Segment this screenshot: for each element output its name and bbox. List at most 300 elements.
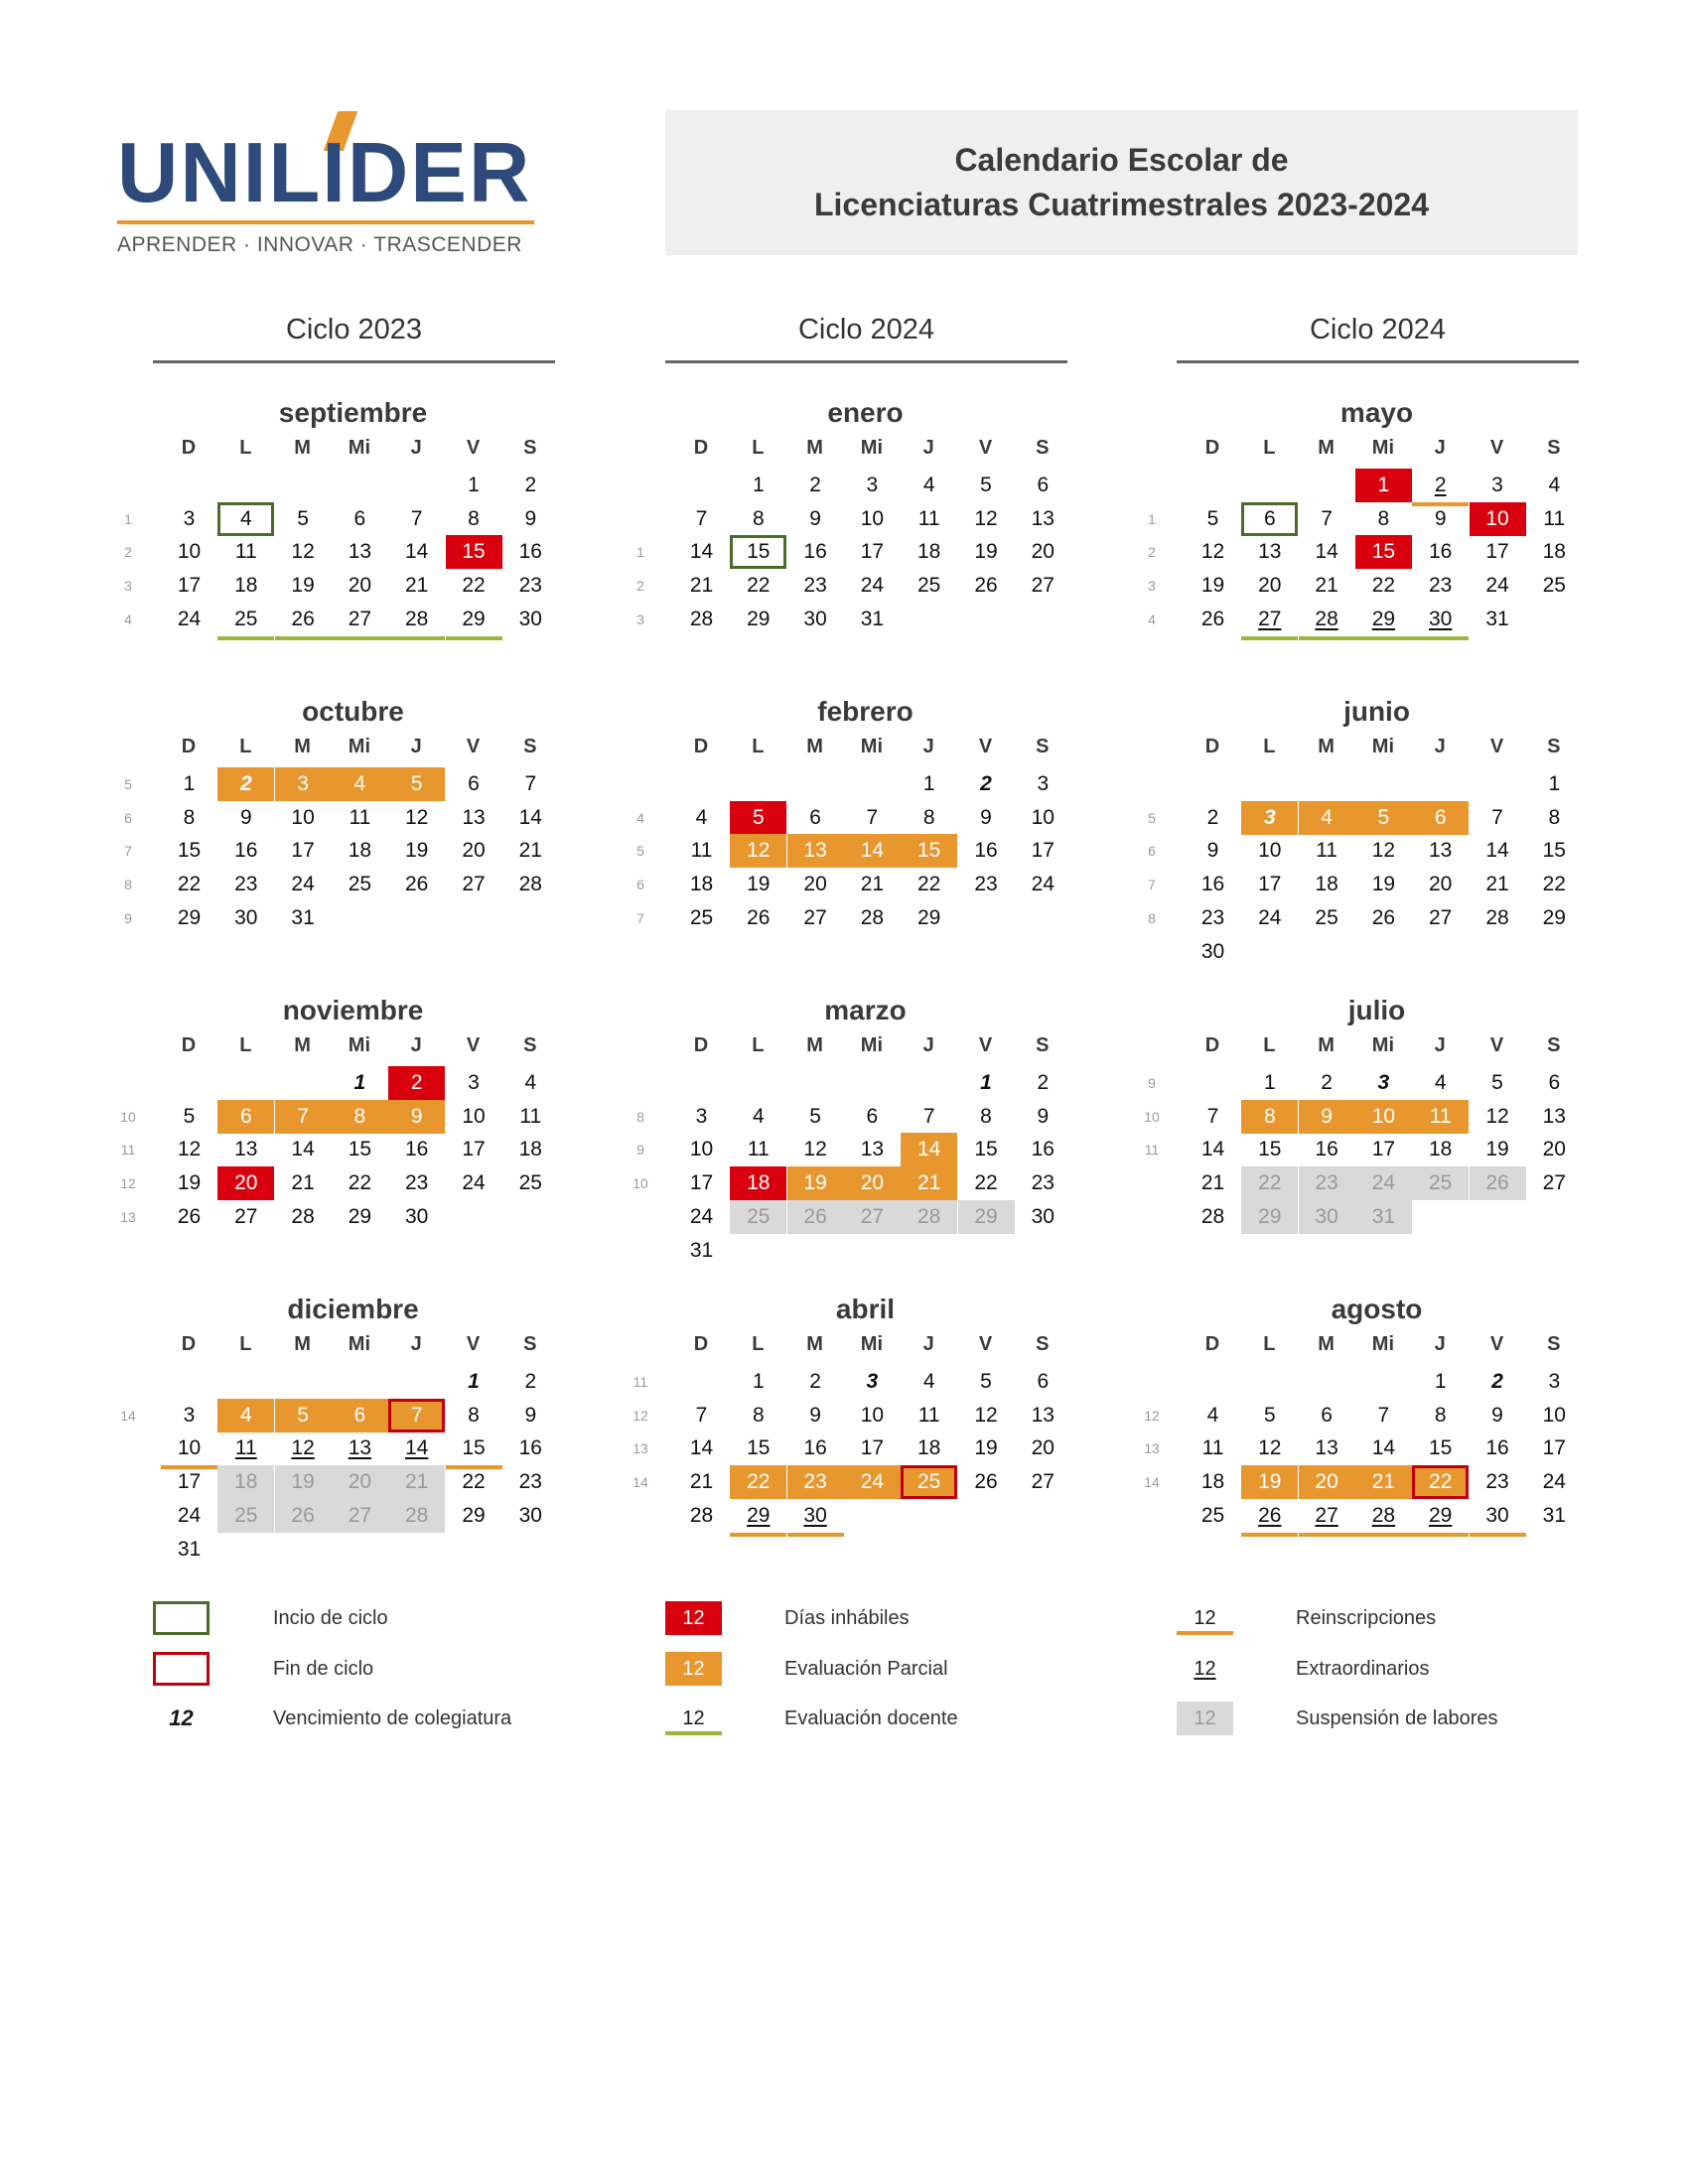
day-cell: 31 (1485, 607, 1509, 630)
day-cell: 17 (860, 1436, 885, 1460)
day-cell: 3 (1037, 772, 1050, 795)
day-cell: 19 (974, 1436, 998, 1460)
day-cell: 26 (1371, 905, 1396, 929)
day-cell: 22 (730, 1465, 786, 1499)
day-cell: 20 (332, 1465, 388, 1499)
weekday-header: L (239, 1034, 252, 1056)
day-cell: 13 (332, 1432, 388, 1465)
day-cell: 30 (405, 1204, 429, 1228)
day-cell: 2 (217, 767, 274, 801)
day-cell: 18 (730, 1166, 786, 1200)
day-cell: 5 (980, 474, 992, 496)
legend-label: Reinscripciones (1296, 1607, 1437, 1629)
weekday-header: J (410, 736, 422, 757)
day-cell: 28 (689, 1503, 714, 1527)
day-cell: 26 (1470, 1166, 1526, 1200)
day-cell: 21 (388, 1465, 445, 1499)
weekday-header: V (1489, 437, 1504, 459)
day-cell: 14 (291, 1138, 315, 1161)
day-cell: 10 (1258, 839, 1282, 863)
day-cell: 13 (1031, 1403, 1055, 1427)
day-cell: 11 (917, 506, 940, 530)
day-cell: 28 (388, 1499, 445, 1533)
legend-label: Evaluación Parcial (784, 1658, 948, 1680)
day-cell: 19 (1241, 1465, 1298, 1499)
day-cell: 2 (980, 772, 992, 795)
logo-tagline: APRENDER · INNOVAR · TRASCENDER (117, 233, 522, 256)
day-cell: 15 (730, 535, 786, 569)
day-cell: 10 (177, 540, 202, 564)
day-cell: 26 (787, 1200, 844, 1234)
day-cell: 1 (752, 474, 765, 496)
day-cell: 14 (689, 540, 714, 564)
weekday-header: S (523, 736, 537, 757)
day-cell: 21 (1485, 873, 1509, 896)
day-cell: 12 (1371, 839, 1396, 863)
day-cell: 11 (690, 839, 713, 863)
day-cell: 31 (1542, 1503, 1566, 1527)
day-cell: 2 (524, 1370, 537, 1393)
week-number: 1 (636, 544, 644, 561)
day-cell: 10 (1031, 805, 1055, 829)
legend-label: Extraordinarios (1296, 1658, 1430, 1680)
legend-label: Vencimiento de colegiatura (273, 1707, 512, 1729)
day-cell: 3 (468, 1071, 480, 1094)
weekday-header: V (978, 437, 993, 459)
day-cell: 10 (1355, 1100, 1412, 1134)
day-cell: 11 (1316, 839, 1337, 863)
day-cell: 8 (1241, 1100, 1298, 1134)
day-cell: 26 (177, 1204, 202, 1228)
day-cell: 26 (974, 574, 998, 598)
week-number: 5 (636, 843, 644, 860)
day-cell: 31 (689, 1238, 714, 1262)
day-cell: 13 (1315, 1436, 1338, 1460)
week-number: 13 (1144, 1440, 1160, 1457)
weekday-header: V (1489, 736, 1504, 757)
day-cell: 5 (1206, 506, 1219, 530)
day-cell: 13 (234, 1138, 258, 1161)
weekday-header: D (693, 1333, 709, 1355)
day-cell: 14 (1371, 1436, 1396, 1460)
day-cell: 7 (1377, 1403, 1390, 1427)
day-cell: 7 (695, 1403, 708, 1427)
day-cell: 6 (1412, 801, 1469, 835)
day-cell: 21 (1315, 574, 1338, 598)
week-number: 12 (120, 1175, 136, 1192)
week-number: 10 (120, 1108, 136, 1125)
day-cell: 4 (332, 767, 388, 801)
day-cell: 4 (524, 1071, 537, 1094)
day-cell: 12 (1485, 1104, 1509, 1128)
day-cell: 22 (348, 1171, 372, 1195)
day-cell: 25 (1200, 1503, 1225, 1527)
day-cell: 1 (468, 1370, 480, 1393)
day-cell: 19 (275, 1465, 332, 1499)
weekday-header: Mi (348, 437, 370, 459)
day-cell: 12 (730, 834, 786, 868)
day-cell: 14 (1200, 1138, 1225, 1161)
weekday-header: V (466, 1034, 481, 1056)
day-cell: 5 (1491, 1071, 1503, 1094)
day-cell: 10 (1542, 1403, 1566, 1427)
day-cell: 8 (752, 506, 765, 530)
legend-end-swatch (153, 1652, 210, 1686)
day-cell: 21 (1200, 1171, 1225, 1195)
day-cell: 2 (1321, 1071, 1333, 1094)
day-cell: 12 (974, 1403, 998, 1427)
day-cell: 9 (1037, 1104, 1050, 1128)
day-cell: 1 (183, 772, 196, 795)
title-box (665, 110, 1578, 255)
day-cell: 24 (1542, 1470, 1566, 1494)
weekday-header: L (1263, 1034, 1276, 1056)
day-cell: 10 (291, 805, 315, 829)
weekday-header: L (239, 736, 252, 757)
day-cell: 27 (1299, 1499, 1355, 1533)
logo-divider (117, 220, 534, 224)
week-number: 1 (1148, 510, 1156, 527)
day-cell: 8 (183, 805, 196, 829)
day-cell: 7 (410, 506, 423, 530)
day-cell: 22 (917, 873, 941, 896)
weekday-header: S (523, 1034, 537, 1056)
weekday-header: J (1434, 736, 1446, 757)
day-cell: 18 (1315, 873, 1338, 896)
weekday-header: S (1547, 736, 1561, 757)
day-cell: 29 (1355, 603, 1412, 636)
day-cell: 21 (860, 873, 885, 896)
month-title: marzo (824, 995, 907, 1025)
day-cell: 10 (860, 506, 885, 530)
day-cell: 15 (1355, 535, 1412, 569)
week-number: 10 (1144, 1108, 1160, 1125)
day-cell: 11 (519, 1104, 542, 1128)
day-cell: 13 (1258, 540, 1282, 564)
month-title: julio (1347, 995, 1406, 1025)
day-cell: 2 (1037, 1071, 1050, 1094)
day-cell: 12 (1200, 540, 1225, 564)
day-cell: 6 (1037, 474, 1050, 496)
day-cell: 17 (1485, 540, 1509, 564)
day-cell: 30 (1299, 1200, 1355, 1234)
day-cell: 10 (860, 1403, 885, 1427)
day-cell: 23 (803, 574, 827, 598)
weekday-header: S (1547, 1333, 1561, 1355)
weekday-header: J (1434, 437, 1446, 459)
day-cell: 17 (860, 540, 885, 564)
day-cell: 15 (446, 1432, 502, 1465)
weekday-header: L (1263, 736, 1276, 757)
day-cell: 20 (1429, 873, 1453, 896)
weekday-header: Mi (860, 1034, 883, 1056)
day-cell: 16 (518, 1436, 542, 1460)
day-cell: 29 (1542, 905, 1566, 929)
week-number: 13 (120, 1208, 136, 1225)
day-cell: 22 (1412, 1465, 1469, 1499)
day-cell: 17 (177, 1470, 202, 1494)
day-cell: 28 (388, 603, 445, 636)
day-cell: 4 (695, 805, 708, 829)
day-cell: 7 (1321, 506, 1333, 530)
day-cell: 15 (747, 1436, 771, 1460)
day-cell: 24 (1355, 1166, 1412, 1200)
day-cell: 10 (689, 1138, 714, 1161)
day-cell: 15 (177, 839, 202, 863)
day-cell: 14 (689, 1436, 714, 1460)
week-number: 14 (633, 1474, 648, 1491)
day-cell: 23 (974, 873, 998, 896)
day-cell: 6 (1548, 1071, 1561, 1094)
day-cell: 10 (161, 1432, 217, 1465)
day-cell: 7 (844, 801, 901, 835)
day-cell: 19 (405, 839, 429, 863)
day-cell: 8 (752, 1403, 765, 1427)
weekday-header: L (239, 1333, 252, 1355)
weekday-header: D (181, 736, 197, 757)
day-cell: 15 (348, 1138, 372, 1161)
day-cell: 29 (1412, 1499, 1469, 1533)
day-cell: 21 (689, 574, 714, 598)
day-cell: 11 (1412, 1100, 1469, 1134)
weekday-header: M (294, 1333, 311, 1355)
weekday-header: S (1547, 1034, 1561, 1056)
month-title: enero (827, 397, 904, 428)
day-cell: 7 (695, 506, 708, 530)
day-cell: 10 (1470, 502, 1526, 536)
weekday-header: V (1489, 1333, 1504, 1355)
day-cell: 27 (844, 1200, 901, 1234)
weekday-header: S (1036, 1034, 1050, 1056)
day-cell: 9 (980, 805, 992, 829)
day-cell: 8 (1548, 805, 1561, 829)
day-cell: 30 (803, 607, 827, 630)
day-cell: 26 (275, 1499, 332, 1533)
day-cell: 22 (747, 574, 771, 598)
day-cell: 4 (217, 1399, 274, 1433)
day-cell: 1 (1548, 772, 1561, 795)
weekday-header: Mi (1371, 437, 1394, 459)
week-number: 4 (1148, 611, 1156, 627)
month-title: febrero (817, 696, 914, 727)
weekday-header: D (693, 437, 709, 459)
weekday-header: D (181, 1034, 197, 1056)
day-cell: 5 (1263, 1403, 1276, 1427)
week-number: 5 (124, 776, 132, 792)
day-cell: 16 (1485, 1436, 1509, 1460)
day-cell: 6 (1241, 502, 1298, 536)
day-cell: 9 (524, 1403, 537, 1427)
title-line-2: Licenciaturas Cuatrimestrales 2023-2024 (813, 187, 1429, 222)
day-cell: 28 (1200, 1204, 1225, 1228)
weekday-header: D (693, 736, 709, 757)
week-number: 9 (124, 909, 132, 926)
weekday-header: V (466, 437, 481, 459)
day-cell: 20 (1542, 1138, 1566, 1161)
day-cell: 1 (980, 1071, 992, 1094)
legend-orange-underline-sample: 12 (1177, 1601, 1233, 1635)
week-number: 7 (1148, 877, 1156, 893)
day-cell: 21 (291, 1171, 315, 1195)
day-cell: 19 (291, 574, 315, 598)
day-cell: 28 (291, 1204, 315, 1228)
day-cell: 24 (1031, 873, 1055, 896)
weekday-header: Mi (348, 1333, 370, 1355)
day-cell: 24 (689, 1204, 714, 1228)
day-cell: 14 (1315, 540, 1338, 564)
week-number: 6 (1148, 843, 1156, 860)
day-cell: 12 (177, 1138, 202, 1161)
day-cell: 27 (1542, 1171, 1566, 1195)
day-cell: 16 (803, 540, 827, 564)
day-cell: 26 (1241, 1499, 1298, 1533)
day-cell: 19 (1485, 1138, 1509, 1161)
day-cell: 5 (275, 1399, 332, 1433)
day-cell: 15 (1429, 1436, 1453, 1460)
day-cell: 30 (518, 1503, 542, 1527)
weekday-header: L (752, 736, 765, 757)
day-cell: 9 (388, 1100, 445, 1134)
day-cell: 1 (1263, 1071, 1276, 1094)
day-cell: 9 (1434, 506, 1447, 530)
week-number: 11 (633, 1374, 648, 1390)
month-title: octubre (302, 696, 404, 727)
day-cell: 3 (1470, 469, 1526, 502)
day-cell: 13 (860, 1138, 885, 1161)
day-cell: 21 (405, 574, 429, 598)
legend-gray-swatch: 12 (1177, 1702, 1233, 1735)
day-cell: 14 (518, 805, 542, 829)
day-cell: 6 (217, 1100, 274, 1134)
day-cell: 22 (1542, 873, 1566, 896)
month-title: diciembre (287, 1294, 419, 1324)
day-cell: 15 (1542, 839, 1566, 863)
weekday-header: M (1318, 1333, 1335, 1355)
day-cell: 19 (177, 1171, 202, 1195)
weekday-header: D (181, 437, 197, 459)
day-cell: 16 (518, 540, 542, 564)
day-cell: 4 (1548, 474, 1561, 496)
weekday-header: D (181, 1333, 197, 1355)
week-number: 3 (1148, 578, 1156, 595)
day-cell: 1 (922, 772, 935, 795)
day-cell: 4 (922, 474, 935, 496)
day-cell: 31 (860, 607, 885, 630)
day-cell: 27 (462, 873, 486, 896)
day-cell: 23 (518, 574, 542, 598)
day-cell: 7 (388, 1399, 445, 1433)
day-cell: 26 (974, 1470, 998, 1494)
day-cell: 30 (234, 905, 258, 929)
day-cell: 23 (405, 1171, 429, 1195)
weekday-header: Mi (1371, 1034, 1394, 1056)
day-cell: 28 (860, 905, 885, 929)
weekday-header: J (922, 1034, 934, 1056)
day-cell: 22 (462, 1470, 486, 1494)
day-cell: 23 (518, 1470, 542, 1494)
day-cell: 25 (518, 1171, 542, 1195)
day-cell: 8 (901, 801, 957, 835)
day-cell: 16 (803, 1436, 827, 1460)
day-cell: 8 (468, 506, 480, 530)
day-cell: 3 (695, 1104, 708, 1128)
legend-bold-sample: 12 (169, 1706, 194, 1730)
week-number: 12 (633, 1407, 648, 1424)
weekday-header: D (693, 1034, 709, 1056)
weekday-header: Mi (348, 1034, 370, 1056)
day-cell: 29 (348, 1204, 372, 1228)
day-cell: 28 (1355, 1499, 1412, 1533)
day-cell: 18 (1200, 1470, 1225, 1494)
day-cell: 30 (1470, 1499, 1526, 1533)
day-cell: 20 (1299, 1465, 1355, 1499)
day-cell: 18 (348, 839, 372, 863)
day-cell: 27 (1241, 603, 1298, 636)
week-number: 7 (124, 843, 132, 860)
day-cell: 16 (1315, 1138, 1338, 1161)
day-cell: 20 (1258, 574, 1282, 598)
day-cell: 30 (787, 1499, 844, 1533)
weekday-header: J (1434, 1333, 1446, 1355)
day-cell: 23 (234, 873, 258, 896)
day-cell: 29 (958, 1200, 1015, 1234)
week-number: 9 (636, 1142, 644, 1159)
legend-start-swatch (153, 1601, 210, 1635)
day-cell: 9 (809, 506, 821, 530)
day-cell: 5 (388, 767, 445, 801)
weekday-header: D (1204, 437, 1220, 459)
weekday-header: M (806, 1034, 823, 1056)
day-cell: 25 (1542, 574, 1566, 598)
day-cell: 2 (809, 1370, 821, 1393)
day-cell: 20 (462, 839, 486, 863)
day-cell: 27 (332, 603, 388, 636)
day-cell: 17 (1258, 873, 1282, 896)
day-cell: 13 (1031, 506, 1055, 530)
day-cell: 30 (1412, 603, 1469, 636)
weekday-header: D (1204, 1333, 1220, 1355)
weekday-header: V (978, 736, 993, 757)
day-cell: 26 (747, 905, 771, 929)
day-cell: 15 (446, 535, 502, 569)
day-cell: 12 (291, 540, 315, 564)
day-cell: 15 (1258, 1138, 1282, 1161)
day-cell: 31 (291, 905, 315, 929)
day-cell: 24 (462, 1171, 486, 1195)
day-cell: 6 (1037, 1370, 1050, 1393)
day-cell: 5 (980, 1370, 992, 1393)
day-cell: 16 (234, 839, 258, 863)
week-number: 8 (636, 1108, 644, 1125)
weekday-header: D (1204, 1034, 1220, 1056)
day-cell: 14 (844, 834, 901, 868)
week-number: 8 (124, 877, 132, 893)
day-cell: 28 (901, 1200, 957, 1234)
day-cell: 7 (275, 1100, 332, 1134)
day-cell: 5 (1355, 801, 1412, 835)
day-cell: 2 (1412, 469, 1469, 502)
day-cell: 17 (462, 1138, 486, 1161)
day-cell: 28 (1485, 905, 1509, 929)
day-cell: 9 (239, 805, 252, 829)
day-cell: 7 (524, 772, 537, 795)
day-cell: 11 (1543, 506, 1566, 530)
day-cell: 4 (922, 1370, 935, 1393)
day-cell: 19 (1371, 873, 1396, 896)
day-cell: 25 (689, 905, 714, 929)
day-cell: 25 (901, 1465, 957, 1499)
day-cell: 9 (1491, 1403, 1503, 1427)
